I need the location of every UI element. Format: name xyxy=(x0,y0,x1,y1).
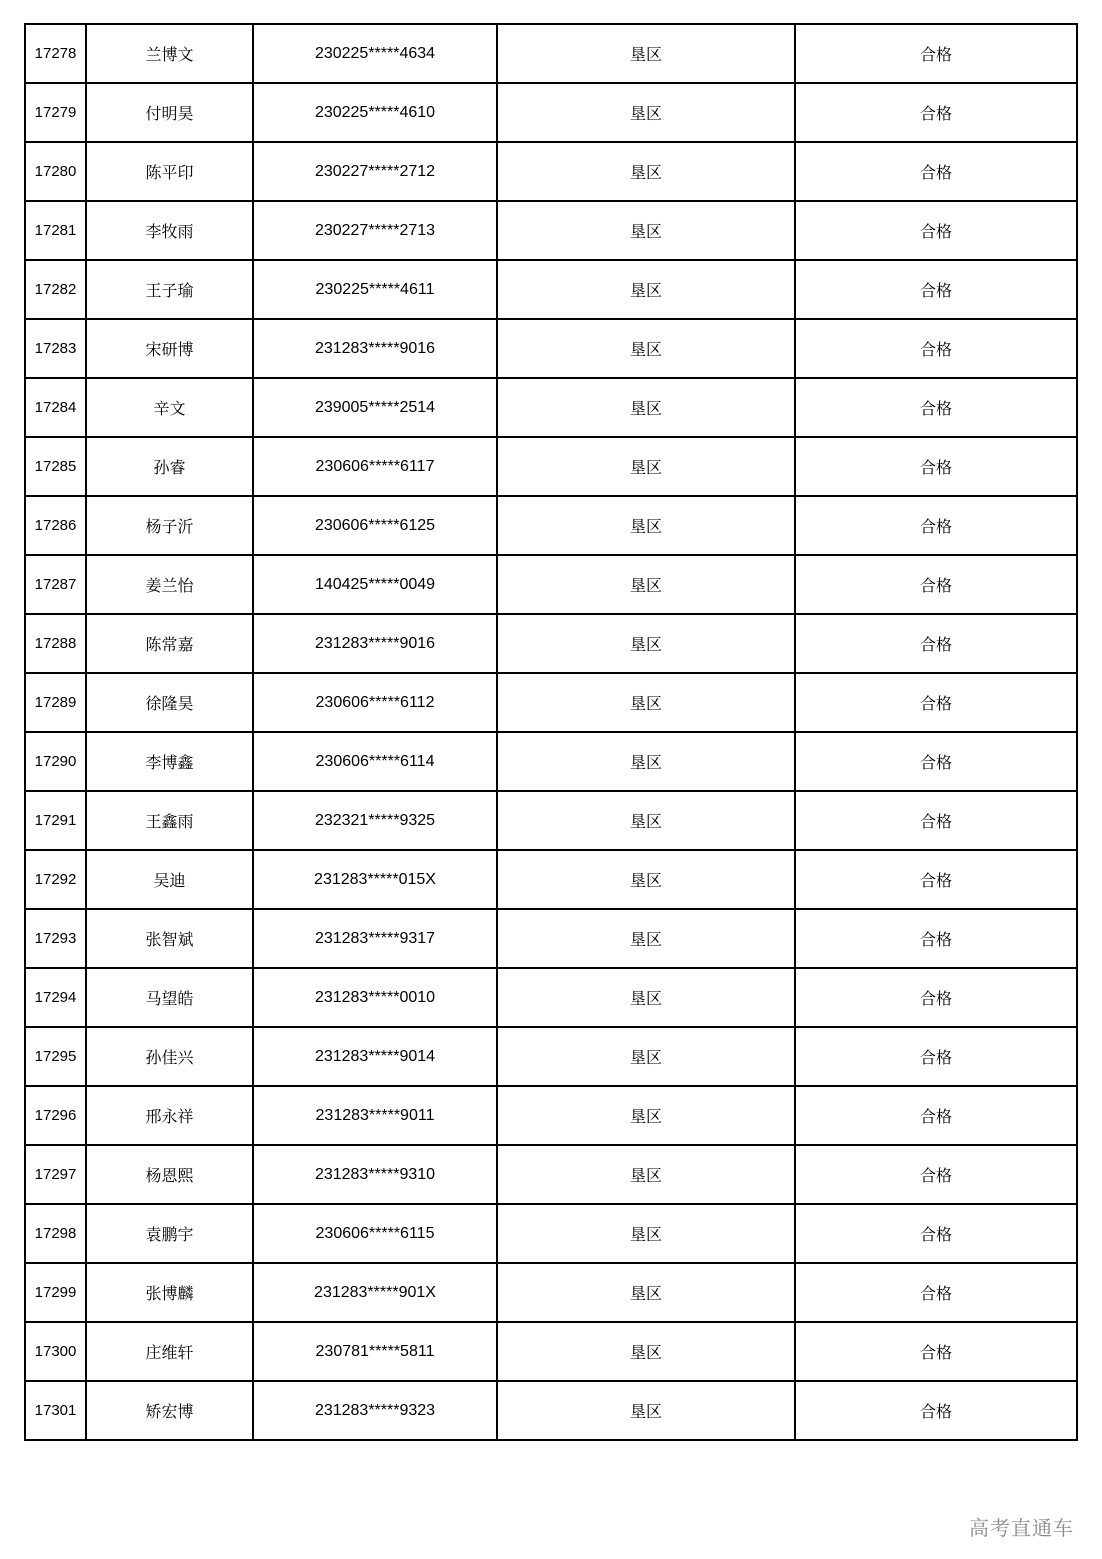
cell-id-number: 231283*****0010 xyxy=(253,968,497,1027)
cell-id-number: 230606*****6112 xyxy=(253,673,497,732)
cell-name: 矫宏博 xyxy=(86,1381,253,1440)
cell-region: 垦区 xyxy=(497,24,795,83)
cell-region: 垦区 xyxy=(497,319,795,378)
table-row xyxy=(25,1027,1077,1086)
cell-name: 吴迪 xyxy=(86,850,253,909)
table-row xyxy=(25,1381,1077,1440)
cell-region: 垦区 xyxy=(497,1204,795,1263)
cell-id-number: 232321*****9325 xyxy=(253,791,497,850)
cell-region: 垦区 xyxy=(497,1027,795,1086)
cell-serial-number: 17287 xyxy=(25,555,86,614)
cell-name: 李牧雨 xyxy=(86,201,253,260)
table-row xyxy=(25,850,1077,909)
cell-region: 垦区 xyxy=(497,614,795,673)
cell-name: 杨子沂 xyxy=(86,496,253,555)
table-body xyxy=(25,24,1077,1440)
cell-serial-number: 17278 xyxy=(25,24,86,83)
cell-name: 李博鑫 xyxy=(86,732,253,791)
table-row xyxy=(25,1086,1077,1145)
table-row xyxy=(25,909,1077,968)
table-row xyxy=(25,673,1077,732)
cell-result: 合格 xyxy=(795,24,1077,83)
cell-region: 垦区 xyxy=(497,850,795,909)
table-row xyxy=(25,968,1077,1027)
cell-name: 王子瑜 xyxy=(86,260,253,319)
cell-region: 垦区 xyxy=(497,1086,795,1145)
cell-id-number: 230606*****6114 xyxy=(253,732,497,791)
cell-name: 张智斌 xyxy=(86,909,253,968)
cell-name: 袁鹏宇 xyxy=(86,1204,253,1263)
cell-result: 合格 xyxy=(795,1204,1077,1263)
cell-name: 王鑫雨 xyxy=(86,791,253,850)
cell-serial-number: 17297 xyxy=(25,1145,86,1204)
cell-result: 合格 xyxy=(795,1027,1077,1086)
cell-serial-number: 17280 xyxy=(25,142,86,201)
cell-id-number: 231283*****9317 xyxy=(253,909,497,968)
cell-id-number: 230225*****4611 xyxy=(253,260,497,319)
cell-serial-number: 17298 xyxy=(25,1204,86,1263)
cell-name: 陈常嘉 xyxy=(86,614,253,673)
cell-region: 垦区 xyxy=(497,732,795,791)
table-row xyxy=(25,791,1077,850)
cell-result: 合格 xyxy=(795,201,1077,260)
cell-name: 宋研博 xyxy=(86,319,253,378)
cell-region: 垦区 xyxy=(497,201,795,260)
cell-name: 孙睿 xyxy=(86,437,253,496)
cell-result: 合格 xyxy=(795,555,1077,614)
table-row xyxy=(25,142,1077,201)
cell-name: 孙佳兴 xyxy=(86,1027,253,1086)
cell-serial-number: 17299 xyxy=(25,1263,86,1322)
cell-result: 合格 xyxy=(795,850,1077,909)
cell-id-number: 239005*****2514 xyxy=(253,378,497,437)
cell-result: 合格 xyxy=(795,1381,1077,1440)
cell-result: 合格 xyxy=(795,791,1077,850)
cell-serial-number: 17290 xyxy=(25,732,86,791)
cell-result: 合格 xyxy=(795,732,1077,791)
cell-result: 合格 xyxy=(795,378,1077,437)
cell-result: 合格 xyxy=(795,1145,1077,1204)
cell-id-number: 231283*****9016 xyxy=(253,319,497,378)
cell-id-number: 231283*****9310 xyxy=(253,1145,497,1204)
cell-id-number: 231283*****9323 xyxy=(253,1381,497,1440)
table-row xyxy=(25,732,1077,791)
cell-id-number: 230781*****5811 xyxy=(253,1322,497,1381)
cell-result: 合格 xyxy=(795,496,1077,555)
cell-result: 合格 xyxy=(795,142,1077,201)
cell-region: 垦区 xyxy=(497,1263,795,1322)
cell-region: 垦区 xyxy=(497,909,795,968)
cell-id-number: 231283*****9011 xyxy=(253,1086,497,1145)
cell-serial-number: 17283 xyxy=(25,319,86,378)
cell-serial-number: 17291 xyxy=(25,791,86,850)
table-row xyxy=(25,1204,1077,1263)
table-row xyxy=(25,378,1077,437)
table-row xyxy=(25,496,1077,555)
table-row xyxy=(25,201,1077,260)
table-row xyxy=(25,437,1077,496)
cell-serial-number: 17286 xyxy=(25,496,86,555)
cell-name: 庄维轩 xyxy=(86,1322,253,1381)
cell-region: 垦区 xyxy=(497,260,795,319)
cell-name: 陈平印 xyxy=(86,142,253,201)
cell-id-number: 230606*****6117 xyxy=(253,437,497,496)
cell-name: 张博麟 xyxy=(86,1263,253,1322)
table-row xyxy=(25,1145,1077,1204)
results-table xyxy=(24,23,1078,1441)
cell-result: 合格 xyxy=(795,437,1077,496)
cell-name: 付明昊 xyxy=(86,83,253,142)
cell-result: 合格 xyxy=(795,260,1077,319)
cell-id-number: 230227*****2712 xyxy=(253,142,497,201)
cell-serial-number: 17282 xyxy=(25,260,86,319)
cell-result: 合格 xyxy=(795,83,1077,142)
cell-result: 合格 xyxy=(795,319,1077,378)
cell-name: 马望皓 xyxy=(86,968,253,1027)
cell-region: 垦区 xyxy=(497,437,795,496)
cell-serial-number: 17288 xyxy=(25,614,86,673)
table-row xyxy=(25,260,1077,319)
cell-serial-number: 17295 xyxy=(25,1027,86,1086)
table-row xyxy=(25,24,1077,83)
cell-name: 邢永祥 xyxy=(86,1086,253,1145)
cell-name: 辛文 xyxy=(86,378,253,437)
table-row xyxy=(25,614,1077,673)
cell-region: 垦区 xyxy=(497,555,795,614)
cell-name: 杨恩熙 xyxy=(86,1145,253,1204)
results-table-container xyxy=(24,23,1078,1441)
cell-serial-number: 17296 xyxy=(25,1086,86,1145)
table-row xyxy=(25,319,1077,378)
cell-id-number: 230225*****4610 xyxy=(253,83,497,142)
cell-id-number: 140425*****0049 xyxy=(253,555,497,614)
cell-serial-number: 17289 xyxy=(25,673,86,732)
cell-id-number: 231283*****9014 xyxy=(253,1027,497,1086)
cell-name: 兰博文 xyxy=(86,24,253,83)
cell-serial-number: 17279 xyxy=(25,83,86,142)
cell-result: 合格 xyxy=(795,968,1077,1027)
cell-id-number: 230227*****2713 xyxy=(253,201,497,260)
cell-name: 姜兰怡 xyxy=(86,555,253,614)
cell-id-number: 230606*****6115 xyxy=(253,1204,497,1263)
cell-region: 垦区 xyxy=(497,378,795,437)
cell-serial-number: 17292 xyxy=(25,850,86,909)
cell-name: 徐隆昊 xyxy=(86,673,253,732)
cell-region: 垦区 xyxy=(497,791,795,850)
cell-serial-number: 17301 xyxy=(25,1381,86,1440)
cell-result: 合格 xyxy=(795,1322,1077,1381)
cell-region: 垦区 xyxy=(497,673,795,732)
cell-result: 合格 xyxy=(795,673,1077,732)
table-row xyxy=(25,555,1077,614)
cell-id-number: 230225*****4634 xyxy=(253,24,497,83)
table-row xyxy=(25,83,1077,142)
cell-region: 垦区 xyxy=(497,142,795,201)
table-row xyxy=(25,1263,1077,1322)
cell-region: 垦区 xyxy=(497,1145,795,1204)
watermark-text: 高考直通车 xyxy=(969,1516,1074,1540)
cell-result: 合格 xyxy=(795,614,1077,673)
cell-result: 合格 xyxy=(795,1086,1077,1145)
cell-serial-number: 17281 xyxy=(25,201,86,260)
cell-id-number: 230606*****6125 xyxy=(253,496,497,555)
cell-region: 垦区 xyxy=(497,83,795,142)
cell-serial-number: 17300 xyxy=(25,1322,86,1381)
cell-result: 合格 xyxy=(795,909,1077,968)
cell-region: 垦区 xyxy=(497,496,795,555)
cell-id-number: 231283*****901X xyxy=(253,1263,497,1322)
cell-result: 合格 xyxy=(795,1263,1077,1322)
cell-serial-number: 17284 xyxy=(25,378,86,437)
cell-serial-number: 17294 xyxy=(25,968,86,1027)
cell-region: 垦区 xyxy=(497,1381,795,1440)
cell-serial-number: 17293 xyxy=(25,909,86,968)
cell-region: 垦区 xyxy=(497,968,795,1027)
table-row xyxy=(25,1322,1077,1381)
cell-serial-number: 17285 xyxy=(25,437,86,496)
cell-region: 垦区 xyxy=(497,1322,795,1381)
cell-id-number: 231283*****015X xyxy=(253,850,497,909)
cell-id-number: 231283*****9016 xyxy=(253,614,497,673)
